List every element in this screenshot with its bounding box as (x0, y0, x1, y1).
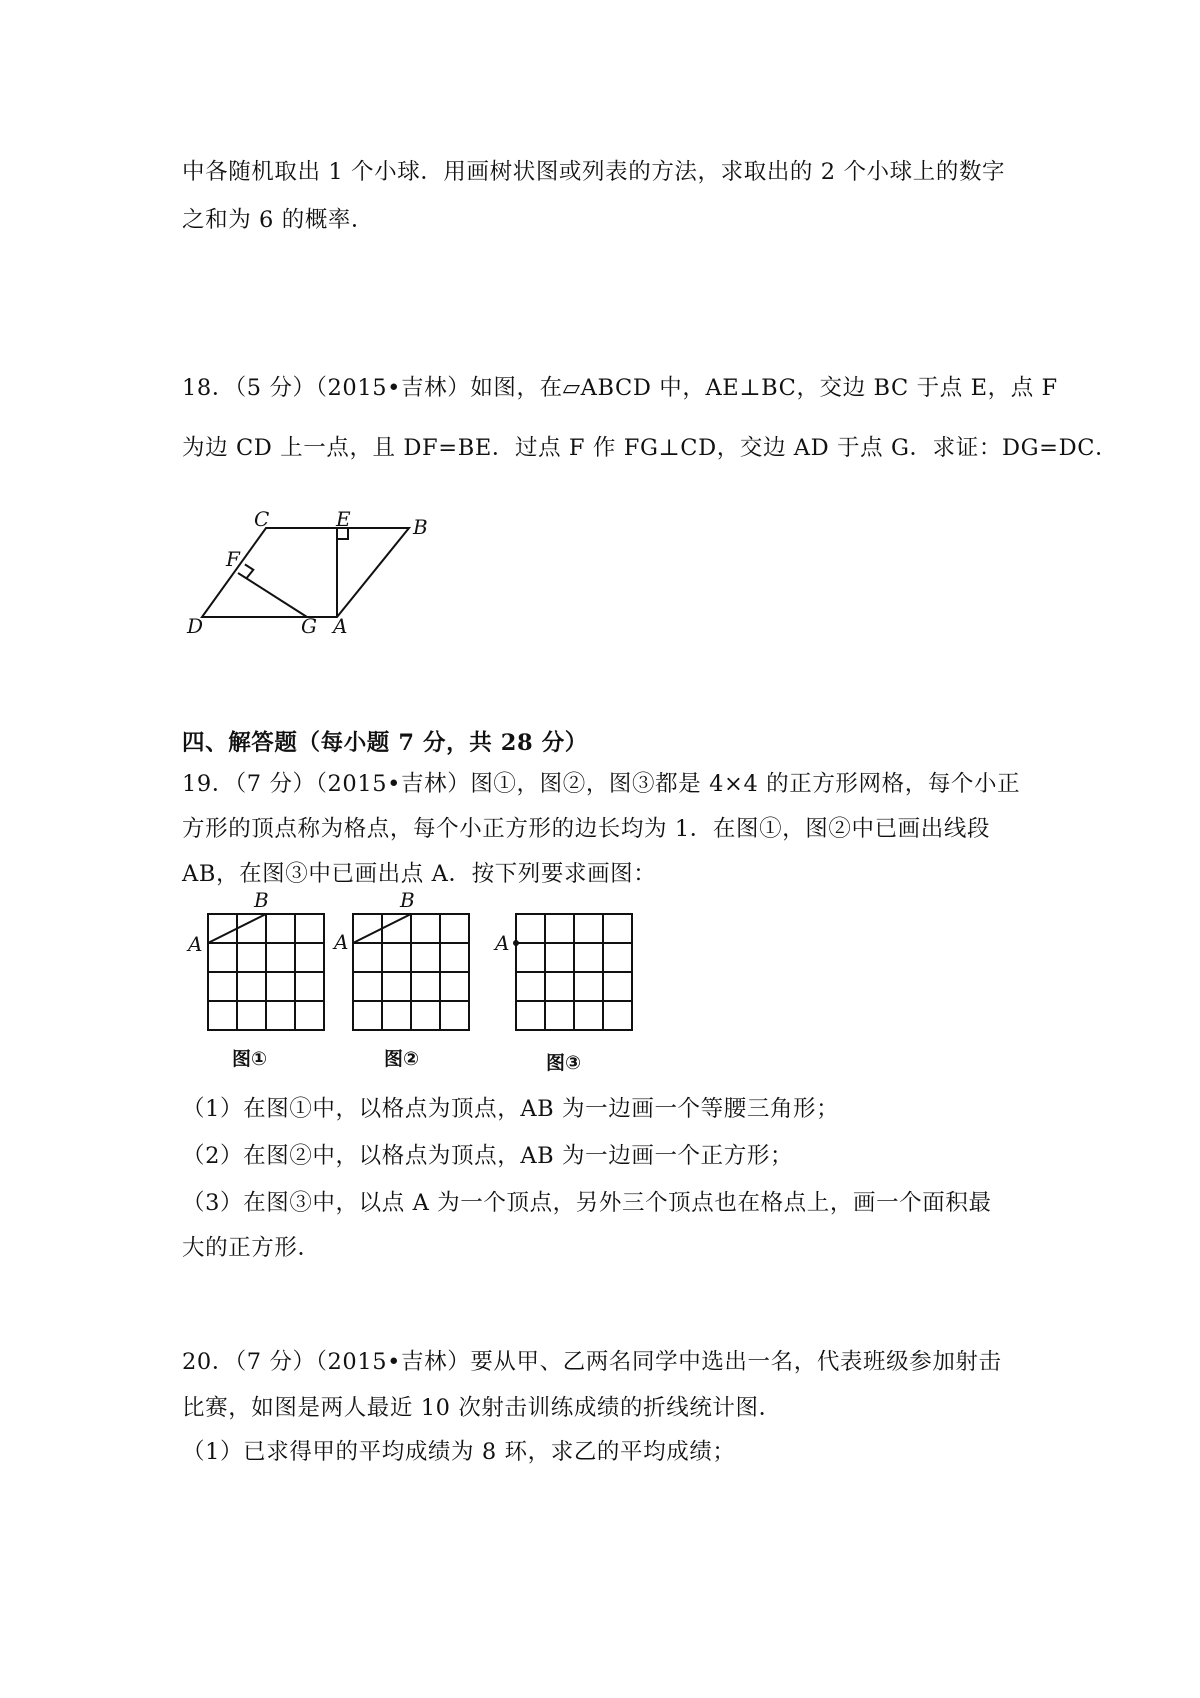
q20-line-2: 比赛，如图是两人最近 10 次射击训练成绩的折线统计图． (182, 1395, 782, 1421)
q17-line-1: 中各随机取出 1 个小球．用画树状图或列表的方法，求取出的 2 个小球上的数字 (182, 159, 1006, 185)
segment-fg (238, 573, 307, 617)
section-heading: 四、解答题（每小题 7 分，共 28 分） (182, 730, 588, 756)
q19-sub-1: （1）在图①中，以格点为顶点，AB 为一边画一个等腰三角形； (182, 1096, 840, 1122)
q19-line-2: 方形的顶点称为格点，每个小正方形的边长均为 1．在图①，图②中已画出线段 (182, 816, 991, 842)
q19-sub-3a: （3）在图③中，以点 A 为一个顶点，另外三个顶点也在格点上，画一个面积最 (182, 1190, 992, 1216)
grid-figure-2 (328, 886, 478, 1076)
label-f: F (226, 547, 240, 571)
q18-line-2: 为边 CD 上一点，且 DF=BE．过点 F 作 FG⊥CD，交边 AD 于点 G．求证：DG=DC． (182, 435, 1119, 461)
parallelogram-abcd (202, 528, 409, 617)
point-a-3 (513, 940, 519, 946)
grid-lines-2 (353, 914, 469, 1030)
parallelogram-shape (202, 528, 409, 617)
grid-figure-1 (180, 886, 330, 1076)
q18-line-1: 18．（5 分）（2015•吉林）如图，在▱ABCD 中，AE⊥BC，交边 BC 于点 E，点 F (182, 375, 1058, 401)
label-g: G (301, 614, 317, 638)
grid-figure-3 (490, 886, 640, 1076)
q17-line-2: 之和为 6 的概率． (182, 207, 375, 233)
q19-line-1: 19．（7 分）（2015•吉林）图①，图②，图③都是 4×4 的正方形网格，每个小正 (182, 771, 1021, 797)
right-angle-mark-f (245, 564, 253, 578)
grid2-label-b: B (400, 888, 415, 912)
label-b: B (413, 515, 428, 539)
label-d: D (187, 614, 204, 638)
label-a: A (333, 614, 348, 638)
grid1-label-b: B (254, 888, 269, 912)
q20-line-1: 20．（7 分）（2015•吉林）要从甲、乙两名同学中选出一名，代表班级参加射击 (182, 1349, 1002, 1375)
grid-lines-1 (208, 914, 324, 1030)
q19-sub-3b: 大的正方形． (182, 1235, 321, 1261)
grid-lines-3 (516, 914, 632, 1030)
grid2-caption: 图② (384, 1048, 420, 1070)
parallelogram-figure (182, 507, 428, 638)
grid3-caption: 图③ (546, 1052, 582, 1074)
grid1-label-a: A (188, 932, 203, 956)
label-e: E (336, 507, 351, 531)
grid3-label-a: A (495, 931, 510, 955)
grid1-caption: 图① (232, 1048, 268, 1070)
q19-sub-2: （2）在图②中，以格点为顶点，AB 为一边画一个正方形； (182, 1143, 794, 1169)
q20-sub-1: （1）已求得甲的平均成绩为 8 环，求乙的平均成绩； (182, 1439, 736, 1465)
grid2-label-a: A (334, 930, 349, 954)
label-c: C (254, 507, 270, 531)
q19-line-3: AB，在图③中已画出点 A．按下列要求画图： (182, 861, 657, 887)
